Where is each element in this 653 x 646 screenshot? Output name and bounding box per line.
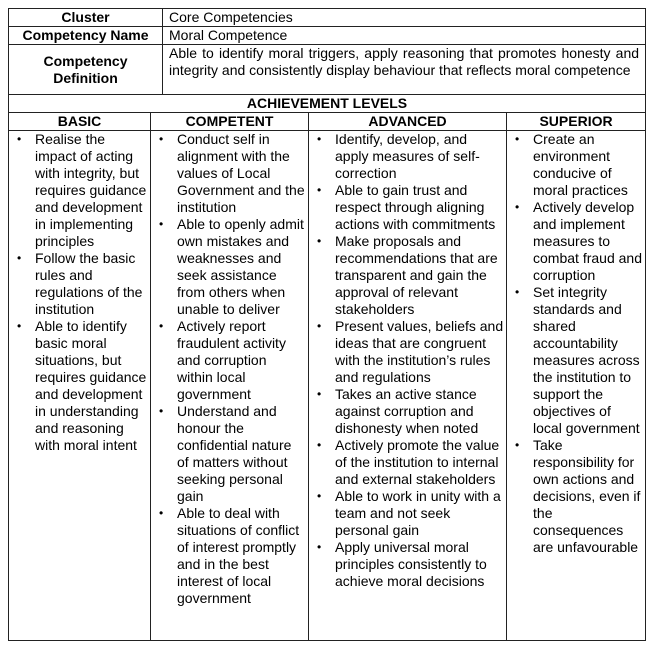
list-item-text: Create an environment conducive of moral practices <box>533 131 628 198</box>
list-item <box>313 318 504 386</box>
list-item-text: Actively report fraudulent activity and corruption within local government <box>177 318 286 402</box>
bullet-icon: • <box>159 319 164 333</box>
bullet-icon: • <box>317 438 322 452</box>
list-item <box>313 488 504 539</box>
bullet-icon: • <box>317 132 322 146</box>
list-item-text: Actively develop and implement measures to combat fraud and corruption <box>533 199 642 283</box>
competency-name-value: Moral Competence <box>163 27 646 45</box>
list-item-text: Conduct self in alignment with the values of Local Government and the institution <box>177 131 305 215</box>
list-item-text: Able to work in unity with a team and not seek personal gain <box>335 488 501 538</box>
list-item-text: Set integrity standards and shared accountability measures across the institution to support the objectives of local government <box>533 284 640 436</box>
basic-list <box>13 131 148 454</box>
list-item <box>313 539 504 590</box>
list-item <box>155 216 306 318</box>
competency-definition-value: Able to identify moral triggers, apply reasoning that promotes honesty and integrity and consistently display behaviour that reflects moral competence <box>163 45 646 95</box>
list-item <box>313 386 504 437</box>
cluster-row <box>9 9 646 27</box>
list-item-text: Able to openly admit own mistakes and weaknesses and seek assistance from others when unable to deliver <box>177 216 304 317</box>
bullet-icon: • <box>515 285 520 299</box>
list-item-text: Identify, develop, and apply measures of self-correction <box>335 131 480 181</box>
list-item <box>313 437 504 488</box>
competency-definition-row <box>9 45 646 95</box>
achievement-levels-heading: ACHIEVEMENT LEVELS <box>9 95 646 113</box>
bullet-icon: • <box>317 489 322 503</box>
superior-list <box>511 131 643 556</box>
list-item-text: Present values, beliefs and ideas that are congruent with the institution’s rules and regulations <box>335 318 504 385</box>
list-item-text: Follow the basic rules and regulations of the institution <box>35 250 143 317</box>
list-item <box>13 250 148 318</box>
list-item <box>155 403 306 505</box>
bullet-icon: • <box>317 319 322 333</box>
competency-name-row <box>9 27 646 45</box>
list-item-text: Able to deal with situations of conflict of interest promptly and in the best interest of local government <box>177 505 300 606</box>
bullet-icon: • <box>515 132 520 146</box>
bullet-icon: • <box>317 234 322 248</box>
list-item <box>511 284 643 437</box>
list-item-text: Able to identify basic moral situations, but requires guidance and development in understanding and reasoning with moral intent <box>35 318 147 453</box>
level-header-superior: SUPERIOR <box>507 113 646 131</box>
level-content-row <box>9 131 646 641</box>
bullet-icon: • <box>515 438 520 452</box>
basic-cell <box>9 131 151 641</box>
list-item <box>155 505 306 607</box>
bullet-icon: • <box>159 217 164 231</box>
bullet-icon: • <box>159 506 164 520</box>
list-item-text: Make proposals and recommendations that are transparent and gain the approval of relevant stakeholders <box>335 233 498 317</box>
cluster-value: Core Competencies <box>163 9 646 27</box>
competent-cell <box>151 131 309 641</box>
cluster-label: Cluster <box>9 9 163 27</box>
list-item <box>313 131 504 182</box>
bullet-icon: • <box>17 319 22 333</box>
competency-definition-label: Competency Definition <box>9 45 163 95</box>
list-item <box>313 182 504 233</box>
advanced-cell <box>309 131 507 641</box>
bullet-icon: • <box>159 132 164 146</box>
achievement-levels-row <box>9 95 646 113</box>
list-item <box>511 437 643 556</box>
list-item-text: Able to gain trust and respect through aligning actions with commitments <box>335 182 496 232</box>
bullet-icon: • <box>17 132 22 146</box>
level-headers-row <box>9 113 646 131</box>
list-item <box>511 131 643 199</box>
list-item <box>155 131 306 216</box>
list-item <box>13 131 148 250</box>
bullet-icon: • <box>317 387 322 401</box>
bullet-icon: • <box>317 183 322 197</box>
list-item-text: Actively promote the value of the institution to internal and external stakeholders <box>335 437 500 487</box>
bullet-icon: • <box>317 540 322 554</box>
competency-table <box>8 8 646 641</box>
list-item <box>155 318 306 403</box>
list-item-text: Understand and honour the confidential nature of matters without seeking personal gain <box>177 403 292 504</box>
superior-cell <box>507 131 646 641</box>
bullet-icon: • <box>17 251 22 265</box>
list-item-text: Realise the impact of acting with integrity, but requires guidance and development in implementing principles <box>35 131 147 249</box>
list-item-text: Apply universal moral principles consistently to achieve moral decisions <box>335 539 487 589</box>
bullet-icon: • <box>159 404 164 418</box>
competent-list <box>155 131 306 607</box>
level-header-advanced: ADVANCED <box>309 113 507 131</box>
list-item-text: Take responsibility for own actions and decisions, even if the consequences are unfavourable <box>533 437 641 555</box>
competency-document <box>8 8 645 641</box>
level-header-competent: COMPETENT <box>151 113 309 131</box>
list-item <box>313 233 504 318</box>
level-header-basic: BASIC <box>9 113 151 131</box>
bullet-icon: • <box>515 200 520 214</box>
competency-name-label: Competency Name <box>9 27 163 45</box>
list-item-text: Takes an active stance against corruption and dishonesty when noted <box>335 386 479 436</box>
list-item <box>13 318 148 454</box>
list-item <box>511 199 643 284</box>
advanced-list <box>313 131 504 590</box>
